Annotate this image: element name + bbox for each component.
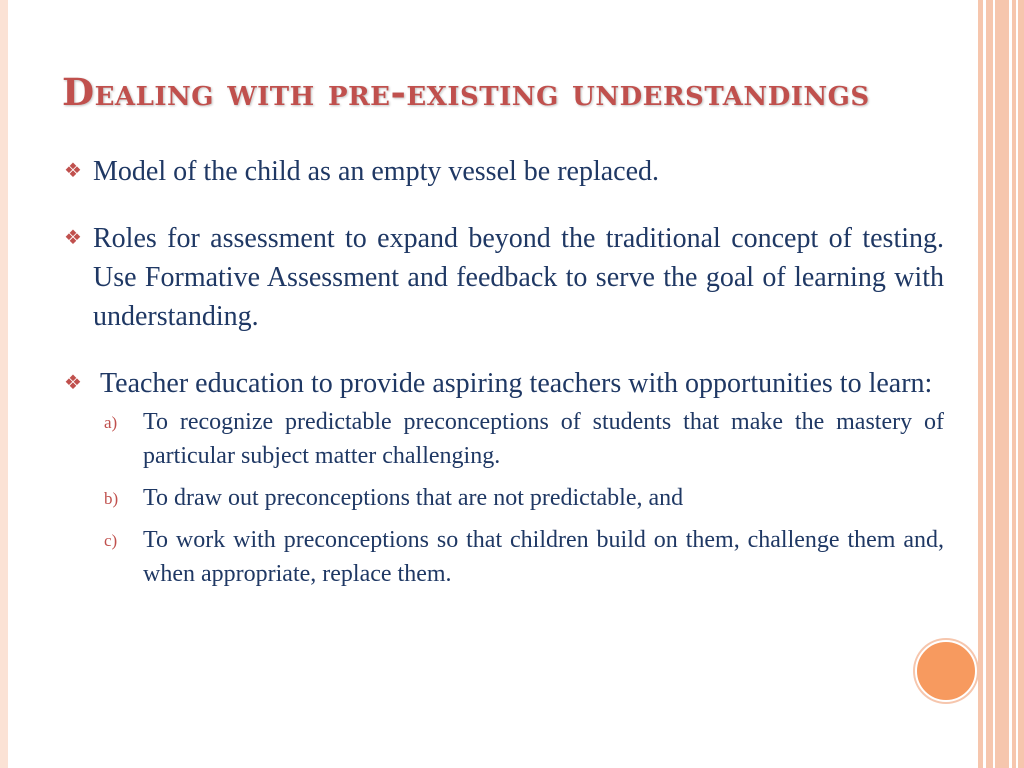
stripe-line: [1016, 0, 1018, 768]
diamond-bullet-icon: ❖: [64, 227, 82, 249]
bullet-text: Roles for assessment to expand beyond the traditional concept of testing. Use Formative Assessment and feedback to serve the goal of learning with understanding.: [93, 223, 944, 332]
slide-title: Dealing with pre-existing understandings: [62, 70, 870, 114]
sub-item: [62, 523, 944, 591]
sub-item-marker: a): [104, 413, 118, 432]
diamond-bullet-icon: ❖: [64, 160, 82, 182]
bullet-text: Teacher education to provide aspiring teachers with opportunities to learn:: [93, 368, 933, 399]
sub-item-text: To work with preconceptions so that children build on them, challenge them and, when appropriate, replace them.: [143, 527, 944, 587]
decorative-circle: [915, 640, 977, 702]
stripe-line: [1009, 0, 1012, 768]
sub-item-text: To recognize predictable preconceptions of students that make the mastery of particular subject matter challenging.: [143, 409, 944, 469]
sub-item-marker: c): [104, 531, 118, 550]
bullet-item: [62, 219, 944, 336]
stripe-line: [983, 0, 986, 768]
sub-item-text: To draw out preconceptions that are not predictable, and: [143, 485, 684, 511]
slide-body: [62, 152, 944, 599]
sub-item: [62, 405, 944, 473]
bullet-item: [62, 364, 944, 403]
sub-item-marker: b): [104, 489, 119, 508]
sub-item: [62, 481, 944, 515]
bullet-text: Model of the child as an empty vessel be replaced.: [93, 156, 660, 187]
bullet-item: [62, 152, 944, 191]
left-edge-tint: [0, 0, 8, 768]
stripe-line: [993, 0, 995, 768]
diamond-bullet-icon: ❖: [64, 372, 82, 394]
